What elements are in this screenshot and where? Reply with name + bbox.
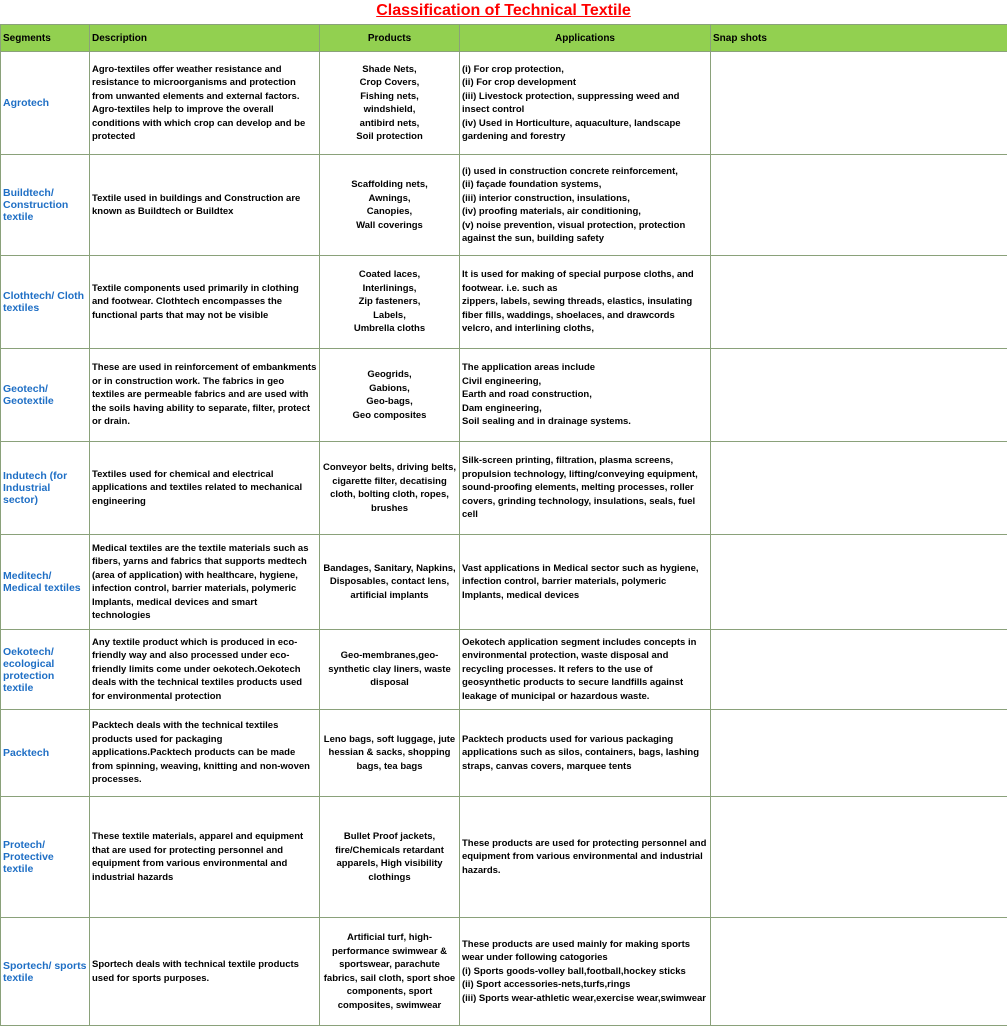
application-line: These products are used mainly for making sports wear under following catogories — [462, 938, 708, 965]
product-line: Crop Covers, — [322, 76, 457, 90]
application-line: These products are used for protecting personnel and equipment from various environmental and industrial hazards. — [462, 837, 708, 878]
segment-products — [320, 52, 460, 155]
segment-description: Packtech deals with the technical textiles products used for packaging applications.Packtech products can be made from spinning, weaving, knitting and non-woven processes. — [90, 710, 320, 797]
snapshot-gallery — [711, 52, 1007, 56]
segment-applications — [460, 797, 711, 918]
segment-description: These textile materials, apparel and equipment that are used for protecting personnel and equipment from various environmental and industrial hazards — [90, 797, 320, 918]
snapshot-gallery — [711, 710, 1007, 714]
segment-applications — [460, 155, 711, 256]
product-line: Bandages, Sanitary, Napkins, Disposables, contact lens, artificial implants — [322, 562, 457, 603]
product-line: Shade Nets, — [322, 63, 457, 77]
snapshot-gallery — [711, 349, 1007, 353]
segment-snapshots — [711, 710, 1007, 797]
application-line: Oekotech application segment includes concepts in environmental protection, waste disposal and recycling processes. It refers to the use of geosynthetic products to secure landfills against leakage of municipal or hazardous waste. — [462, 636, 708, 704]
application-line: (v) noise prevention, visual protection, protection against the sun, building safety — [462, 219, 708, 246]
segment-applications — [460, 535, 711, 630]
product-line: Canopies, — [322, 205, 457, 219]
segment-applications — [460, 52, 711, 155]
segment-products — [320, 155, 460, 256]
segment-description: Sportech deals with technical textile products used for sports purposes. — [90, 918, 320, 1026]
segment-name: Protech/ Protective textile — [1, 797, 90, 918]
table-row — [1, 349, 1007, 442]
product-line: Wall coverings — [322, 219, 457, 233]
product-line: Geogrids, — [322, 368, 457, 382]
segment-applications — [460, 256, 711, 349]
segment-name: Clothtech/ Cloth textiles — [1, 256, 90, 349]
snapshot-gallery — [711, 630, 1007, 634]
header-snapshots: Snap shots — [711, 25, 1007, 52]
segment-products — [320, 710, 460, 797]
product-line: Awnings, — [322, 192, 457, 206]
product-line: Labels, — [322, 309, 457, 323]
product-line: Coated laces, — [322, 268, 457, 282]
product-line: Gabions, — [322, 382, 457, 396]
application-line: (iii) interior construction, insulations, — [462, 192, 708, 206]
product-line: Umbrella cloths — [322, 322, 457, 336]
application-line: (iv) Used in Horticulture, aquaculture, landscape gardening and forestry — [462, 117, 708, 144]
product-line: Geo-membranes,geo-synthetic clay liners, waste disposal — [322, 649, 457, 690]
product-line: Geo-bags, — [322, 395, 457, 409]
product-line: Fishing nets, — [322, 90, 457, 104]
table-row — [1, 52, 1007, 155]
application-line: (iv) proofing materials, air conditioning, — [462, 205, 708, 219]
table-row — [1, 797, 1007, 918]
application-line: (i) For crop protection, — [462, 63, 708, 77]
segment-products — [320, 918, 460, 1026]
segment-applications — [460, 918, 711, 1026]
header-description: Description — [90, 25, 320, 52]
segment-name: Packtech — [1, 710, 90, 797]
segment-snapshots — [711, 918, 1007, 1026]
application-line: It is used for making of special purpose cloths, and footwear. i.e. such as — [462, 268, 708, 295]
segment-name: Meditech/ Medical textiles — [1, 535, 90, 630]
segment-description: Medical textiles are the textile materials such as fibers, yarns and fabrics that supports medtech (area of application) with healthcare, hygiene, infection control, barrier materials, polymeric Implants, medical devices and smart technologies — [90, 535, 320, 630]
product-line: Interlinings, — [322, 282, 457, 296]
application-line: (i) Sports goods-volley ball,football,hockey sticks — [462, 965, 708, 979]
table-header-row — [1, 25, 1007, 52]
segment-name: Buildtech/ Construction textile — [1, 155, 90, 256]
segment-snapshots — [711, 256, 1007, 349]
segment-snapshots — [711, 797, 1007, 918]
page-title: Classification of Technical Textile — [376, 2, 631, 19]
product-line: antibird nets, — [322, 117, 457, 131]
table-row — [1, 442, 1007, 535]
segment-description: Textile components used primarily in clothing and footwear. Clothtech encompasses the functional parts that may not be visible — [90, 256, 320, 349]
segment-name: Indutech (for Industrial sector) — [1, 442, 90, 535]
segment-name: Geotech/ Geotextile — [1, 349, 90, 442]
segment-products — [320, 442, 460, 535]
application-line: Vast applications in Medical sector such as hygiene, infection control, barrier materials, polymeric Implants, medical devices — [462, 562, 708, 603]
product-line: Soil protection — [322, 130, 457, 144]
header-products: Products — [320, 25, 460, 52]
application-line: Civil engineering, — [462, 375, 708, 389]
product-line: Artificial turf, high-performance swimwear & sportswear, parachute fabrics, sail cloth, sport shoe components, sport composites, swimwear — [322, 931, 457, 1012]
segment-snapshots — [711, 349, 1007, 442]
application-line: zippers, labels, sewing threads, elastics, insulating fiber fills, waddings, shoelaces, and drawcords velcro, and interlining cloths, — [462, 295, 708, 336]
product-line: windshield, — [322, 103, 457, 117]
page-title-container — [0, 0, 1007, 22]
application-line: (iii) Livestock protection, suppressing weed and insect control — [462, 90, 708, 117]
product-line: Conveyor belts, driving belts, cigarette filter, decatising cloth, bolting cloth, ropes, brushes — [322, 461, 457, 515]
segment-applications — [460, 349, 711, 442]
application-line: Dam engineering, — [462, 402, 708, 416]
application-line: (ii) For crop development — [462, 76, 708, 90]
segment-name: Agrotech — [1, 52, 90, 155]
snapshot-gallery — [711, 797, 1007, 801]
segment-products — [320, 797, 460, 918]
segment-description: Textile used in buildings and Construction are known as Buildtech or Buildtex — [90, 155, 320, 256]
table-row — [1, 630, 1007, 710]
segment-applications — [460, 442, 711, 535]
application-line: (ii) façade foundation systems, — [462, 178, 708, 192]
segment-name: Sportech/ sports textile — [1, 918, 90, 1026]
segment-products — [320, 349, 460, 442]
application-line: Earth and road construction, — [462, 388, 708, 402]
product-line: Geo composites — [322, 409, 457, 423]
product-line: Bullet Proof jackets, fire/Chemicals retardant apparels, High visibility clothings — [322, 830, 457, 884]
segment-products — [320, 535, 460, 630]
application-line: The application areas include — [462, 361, 708, 375]
table-row — [1, 256, 1007, 349]
segment-name: Oekotech/ ecological protection textile — [1, 630, 90, 710]
header-applications: Applications — [460, 25, 711, 52]
table-row — [1, 918, 1007, 1026]
snapshot-gallery — [711, 535, 1007, 539]
segment-snapshots — [711, 155, 1007, 256]
table-row — [1, 710, 1007, 797]
segment-snapshots — [711, 630, 1007, 710]
application-line: (iii) Sports wear-athletic wear,exercise wear,swimwear — [462, 992, 708, 1006]
segment-snapshots — [711, 535, 1007, 630]
product-line: Leno bags, soft luggage, jute hessian & sacks, shopping bags, tea bags — [322, 733, 457, 774]
product-line: Zip fasteners, — [322, 295, 457, 309]
application-line: (i) used in construction concrete reinforcement, — [462, 165, 708, 179]
application-line: (ii) Sport accessories-nets,turfs,rings — [462, 978, 708, 992]
application-line: Soil sealing and in drainage systems. — [462, 415, 708, 429]
segment-products — [320, 256, 460, 349]
segment-description: Agro-textiles offer weather resistance and resistance to microorganisms and protection from unwanted elements and external factors. Agro-textiles help to improve the overall conditions with which crop can develop and be protected — [90, 52, 320, 155]
snapshot-gallery — [711, 256, 1007, 260]
table-row — [1, 535, 1007, 630]
segment-applications — [460, 710, 711, 797]
segment-snapshots — [711, 52, 1007, 155]
product-line: Scaffolding nets, — [322, 178, 457, 192]
segment-applications — [460, 630, 711, 710]
classification-table — [0, 24, 1007, 1026]
segment-description: Textiles used for chemical and electrical applications and textiles related to mechanical engineering — [90, 442, 320, 535]
segment-snapshots — [711, 442, 1007, 535]
snapshot-gallery — [711, 155, 1007, 159]
segment-products — [320, 630, 460, 710]
snapshot-gallery — [711, 918, 1007, 922]
application-line: Packtech products used for various packaging applications such as silos, containers, bags, lashing straps, canvas covers, marquee tents — [462, 733, 708, 774]
table-row — [1, 155, 1007, 256]
segment-description: Any textile product which is produced in eco-friendly way and also processed under eco-friendly limits come under oekotech.Oekotech deals with the technical textiles products used for environmental protection — [90, 630, 320, 710]
header-segments: Segments — [1, 25, 90, 52]
segment-description: These are used in reinforcement of embankments or in construction work. The fabrics in geo textiles are permeable fabrics and are used with the soils having ability to separate, filter, protect or drain. — [90, 349, 320, 442]
application-line: Silk-screen printing, filtration, plasma screens, propulsion technology, lifting/conveying equipment, sound-proofing elements, melting processes, roller covers, grinding technology, insulations, seals, fuel cell — [462, 454, 708, 522]
snapshot-gallery — [711, 442, 1007, 446]
